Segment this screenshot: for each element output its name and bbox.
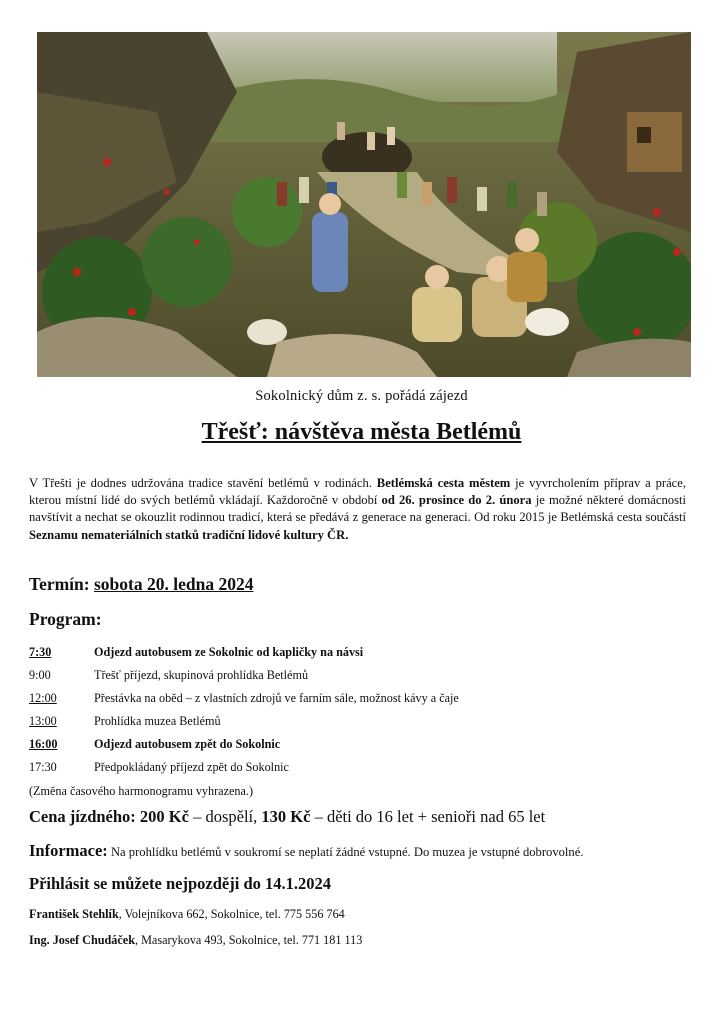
contact-details: , Volejníkova 662, Sokolnice, tel. 775 556 764 [118,907,345,921]
contact-item [29,907,345,922]
program-item [29,645,689,665]
signup-deadline: Přihlásit se můžete nejpozději do 14.1.2024 [29,874,332,893]
contact-details: , Masarykova 493, Sokolnice, tel. 771 181 113 [134,933,363,947]
program-time: 17:30 [29,760,57,774]
price-label: Cena jízdného: [29,807,136,826]
program-item [29,668,689,688]
date-label: Termín: [29,574,94,594]
organizer-caption: Sokolnický dům z. s. pořádá zájezd [255,388,468,404]
program-text: Třešť příjezd, skupinová prohlídka Betlémů [94,668,309,682]
program-text: Prohlídka muzea Betlémů [94,714,221,728]
contact-item [29,933,362,948]
program-text: Odjezd autobusem zpět do Sokolnic [94,737,281,751]
date-line [29,574,253,595]
program-time: 7:30 [29,645,52,659]
program-heading: Program: [29,609,102,629]
program-time: 16:00 [29,737,58,751]
schedule-note: (Změna časového harmonogramu vyhrazena.) [29,784,254,798]
intro-bold-3: Seznamu nemateriálních statků tradiční lidové kultury ČR. [29,527,349,542]
page-title: Třešť: návštěva města Betlémů [201,419,522,445]
program-time: 9:00 [29,668,51,682]
nativity-scene-illustration [37,32,691,377]
intro-bold-2: od 26. prosince do 2. února [381,493,532,508]
date-value: sobota 20. ledna 2024 [93,574,254,594]
program-item [29,691,689,711]
info-line [29,841,583,861]
adult-price-text: – dospělí, [188,807,262,826]
intro-paragraph [29,475,686,544]
info-label: Informace: [29,841,108,860]
info-text: Na prohlídku betlémů v soukromí se neplatí žádné vstupné. Do muzea je vstupné dobrovolné. [107,845,584,859]
program-time: 13:00 [29,714,57,728]
contact-name: František Stehlík [29,907,119,921]
program-text: Odjezd autobusem ze Sokolnic od kapličky na návsi [94,645,364,659]
nativity-scene-photo [37,32,691,377]
child-price: 130 Kč [261,807,311,826]
adult-price: 200 Kč [135,807,189,826]
intro-text-1: V Třešti je dodnes udržována tradice stavění betlémů v rodinách. [29,476,377,490]
program-text: Předpokládaný příjezd zpět do Sokolnic [94,760,289,774]
program-item [29,714,689,734]
program-text: Přestávka na oběd – z vlastních zdrojů ve farním sále, možnost kávy a čaje [94,691,459,705]
child-price-text: – děti do 16 let + senioři nad 65 let [310,807,546,826]
program-time: 12:00 [29,691,57,705]
program-item [29,737,689,757]
price-line [29,807,545,827]
contact-name: Ing. Josef Chudáček [29,933,135,947]
program-item [29,760,689,780]
intro-bold-1: Betlémská cesta městem [376,476,511,490]
intro-text-3: je možné některé domácnosti navštívit a nechat se okouzlit rodinnou tradicí, která se předává z generace na generaci. Od roku 2015 je Betlémská cesta součástí [29,493,686,525]
intro-text-2: je vyvrcholením příprav a práce, kterou místní lidé do svých betlémů vkládají. Každoročně v období [29,476,686,508]
